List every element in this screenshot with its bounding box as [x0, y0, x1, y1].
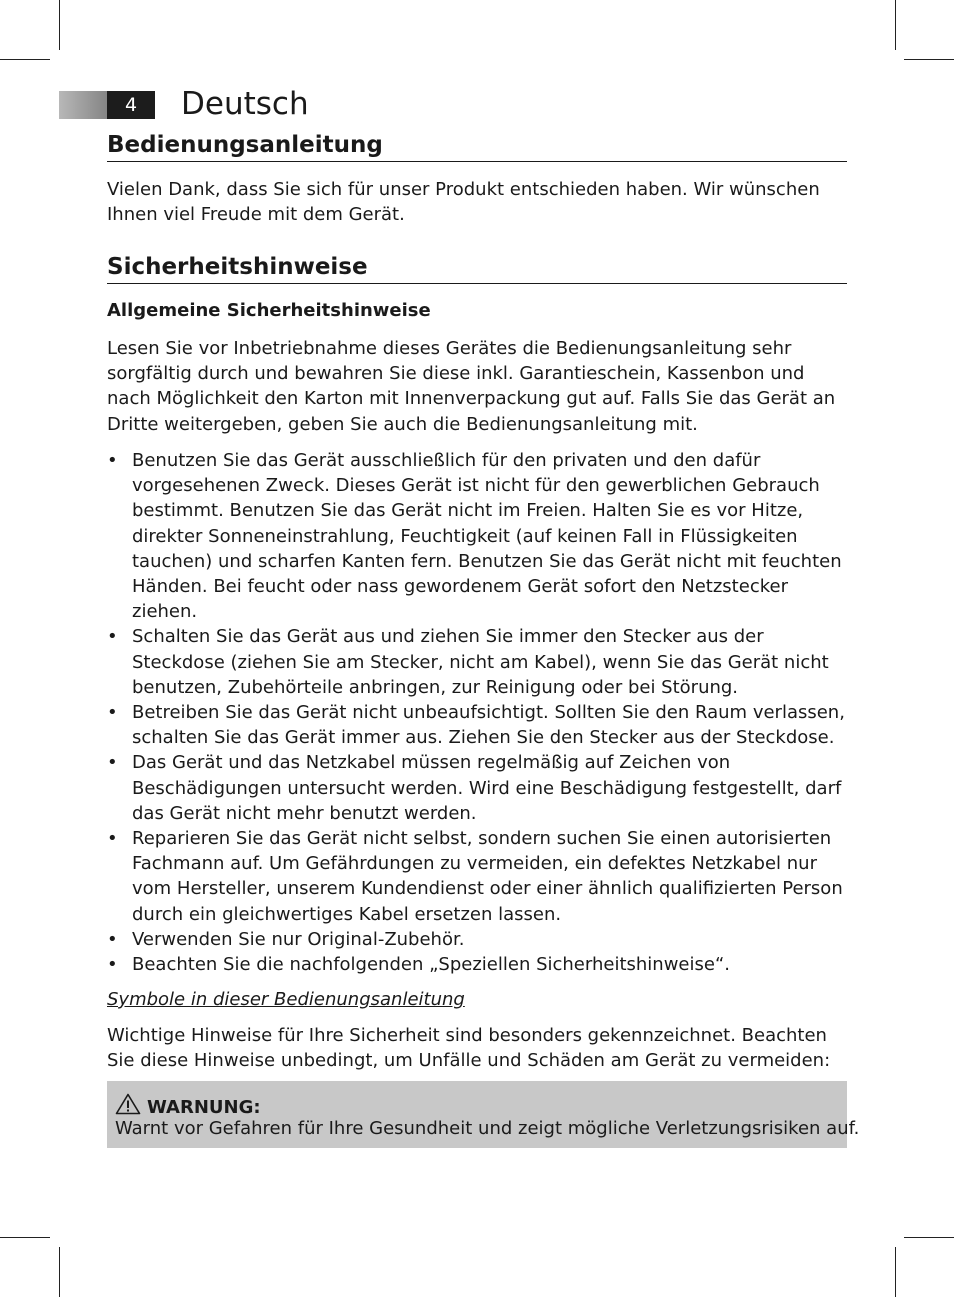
list-item: • Reparieren Sie das Gerät nicht selbst, sondern suchen Sie einen autorisierten Fachmann auf. Um Gefährdungen zu vermeiden, ein defektes Netzkabel nur vom Hersteller, unserem Kundendienst oder einer ähnlich qualifizierten Person durch ein gleichwertiges Kabel ersetzen lassen. — [107, 826, 847, 927]
general-safety-paragraph: Lesen Sie vor Inbetriebnahme dieses Gerätes die Bedienungsanleitung sehr sorgfältig durch und bewahren Sie diese inkl. Garantieschein, Kassenbon und nach Möglichkeit den Karton mit Innenverpackung gut auf. Falls Sie das Gerät an Dritte weitergeben, geben Sie auch die Bedienungsanleitung mit. — [107, 338, 836, 435]
heading-general-safety: Allgemeine Sicherheitshinweise — [107, 300, 431, 321]
warning-box — [107, 1081, 860, 1148]
list-item: • Benutzen Sie das Gerät ausschließlich für den privaten und den dafür vorgesehenen Zweck. Dieses Gerät ist nicht für den gewerblichen Gebrauch bestimmt. Benutzen Sie das Gerät nicht im Freien. Halten Sie es vor Hitze, direkter Sonneneinstrahlung, Feuchtigkeit (auf keinen Fall in Flüssigkeiten tauchen) und scharfen Kanten fern. Benutzen Sie das Gerät nicht mit feuchten Händen. Bei feucht oder nass gewordenem Gerät sofort den Netzstecker ziehen. — [107, 448, 847, 624]
warning-label: WARNUNG: — [147, 1096, 261, 1118]
crop-mark-top-left-h — [0, 59, 50, 60]
list-item: • Verwenden Sie nur Original-Zubehör. — [107, 927, 847, 952]
heading-manual: Bedienungsanleitung — [107, 131, 847, 162]
list-item: • Das Gerät und das Netzkabel müssen regelmäßig auf Zeichen von Beschädigungen untersucht werden. Wird eine Beschädigung festgestellt, darf das Gerät nicht mehr benutzt werden. — [107, 750, 847, 826]
safety-bullet-list — [107, 448, 847, 977]
list-item: • Schalten Sie das Gerät aus und ziehen Sie immer den Stecker aus der Steckdose (ziehen Sie am Stecker, nicht am Kabel), wenn Sie das Gerät nicht benutzen, Zubehörteile anbringen, zur Reinigung oder bei Störung. — [107, 624, 847, 700]
crop-mark-bottom-left-h — [0, 1237, 50, 1238]
warning-text: Warnt vor Gefahren für Ihre Gesundheit und zeigt mögliche Verletzungsrisiken auf. — [115, 1118, 860, 1139]
crop-mark-top-right-h — [904, 59, 954, 60]
crop-mark-top-left — [59, 0, 60, 50]
symbols-paragraph: Wichtige Hinweise für Ihre Sicherheit sind besonders gekennzeichnet. Beachten Sie diese Hinweise unbedingt, um Unfälle und Schäden am Gerät zu vermeiden: — [107, 1025, 831, 1072]
crop-mark-bottom-right — [895, 1247, 896, 1297]
crop-mark-bottom-right-h — [904, 1237, 954, 1238]
list-item: • Betreiben Sie das Gerät nicht unbeaufsichtigt. Sollten Sie den Raum verlassen, schalten Sie das Gerät immer aus. Ziehen Sie den Stecker aus der Steckdose. — [107, 700, 847, 750]
language-title: Deutsch — [181, 86, 309, 122]
list-item: • Beachten Sie die nachfolgenden „Speziellen Sicherheitshinweise“. — [107, 952, 847, 977]
page-number: 4 — [107, 91, 155, 119]
crop-mark-top-right — [895, 0, 896, 50]
heading-safety: Sicherheitshinweise — [107, 253, 847, 284]
crop-mark-bottom-left — [59, 1247, 60, 1297]
intro-paragraph: Vielen Dank, dass Sie sich für unser Produkt entschieden haben. Wir wünschen Ihnen viel Freude mit dem Gerät. — [107, 179, 820, 226]
symbols-heading: Symbole in dieser Bedienungsanleitung — [107, 989, 465, 1010]
